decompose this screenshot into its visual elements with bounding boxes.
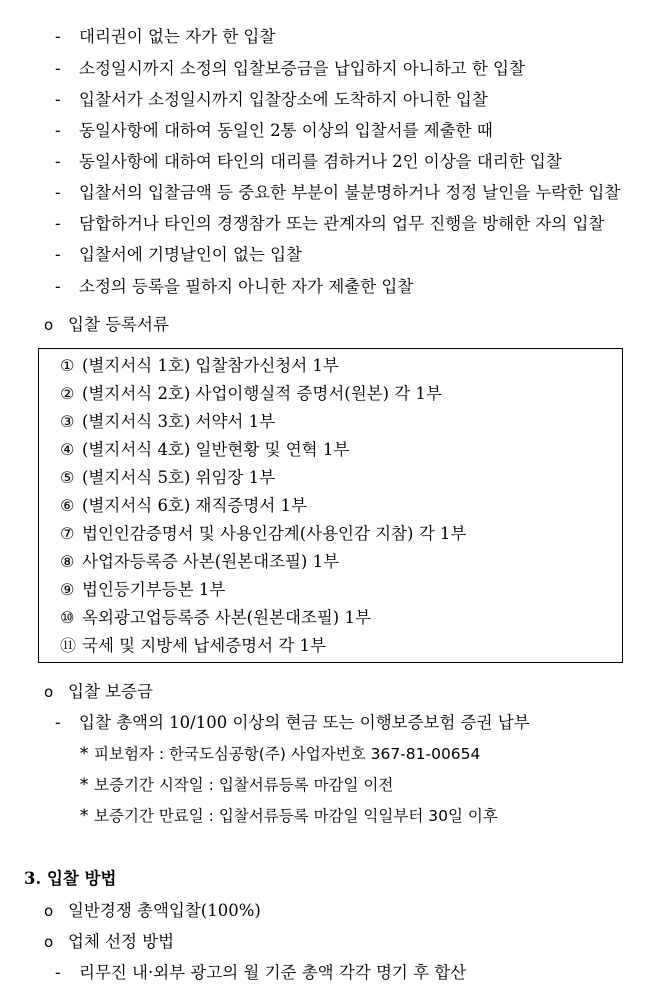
dash-marker: - [55, 183, 61, 202]
doc-item [60, 580, 225, 600]
doc-text: (별지서식 5호) 위임장 1부 [82, 468, 276, 487]
doc-number: ⑥ [60, 496, 75, 515]
doc-number: ⑨ [60, 580, 75, 599]
dash-marker: - [55, 90, 61, 109]
list-item-text: 소정의 등록을 필하지 아니한 자가 제출한 입찰 [79, 277, 414, 296]
circle-bullet-icon: o [44, 933, 54, 951]
doc-text: 국세 및 지방세 납세증명서 각 1부 [82, 636, 326, 655]
doc-item [60, 440, 349, 460]
deposit-main-text: 입찰 총액의 10/100 이상의 현금 또는 이행보증보험 증권 납부 [79, 713, 530, 732]
section-heading: 3. 입찰 방법 [24, 869, 117, 888]
doc-text: (별지서식 3호) 서약서 1부 [82, 412, 276, 431]
heading-text: 입찰 보증금 [68, 682, 153, 701]
heading-text: 입찰 등록서류 [68, 315, 169, 334]
dash-marker: - [55, 245, 61, 264]
dash-marker: - [55, 121, 61, 140]
dash-marker: - [55, 152, 61, 171]
circle-bullet-icon: o [44, 902, 54, 920]
dash-marker: - [55, 963, 61, 982]
method-sub-text: 리무진 내·외부 광고의 월 기준 총액 각각 명기 후 합산 [79, 963, 467, 982]
method-text: 업체 선정 방법 [68, 932, 175, 951]
list-item-text: 입찰서가 소정일시까지 입찰장소에 도착하지 아니한 입찰 [79, 90, 488, 109]
doc-text: (별지서식 6호) 재직증명서 1부 [82, 496, 307, 515]
dash-marker: - [55, 214, 61, 233]
doc-text: 법인인감증명서 및 사용인감계(사용인감 지참) 각 1부 [82, 524, 467, 543]
doc-number: ⑩ [60, 608, 75, 627]
doc-text: 법인등기부등본 1부 [82, 580, 226, 599]
doc-item [60, 524, 466, 544]
dash-marker: - [55, 27, 61, 46]
star-marker: * [80, 744, 89, 763]
doc-number: ⑪ [60, 636, 77, 655]
doc-text: (별지서식 1호) 입찰참가신청서 1부 [82, 356, 339, 375]
doc-item [60, 496, 307, 516]
doc-number: ⑦ [60, 524, 75, 543]
dash-marker: - [55, 277, 61, 296]
doc-item [60, 384, 442, 404]
dash-marker: - [55, 713, 61, 732]
doc-number: ③ [60, 412, 75, 431]
doc-number: ④ [60, 440, 75, 459]
doc-item [60, 412, 275, 432]
list-item-text: 동일사항에 대하여 동일인 2통 이상의 입찰서를 제출한 때 [79, 121, 493, 140]
star-marker: * [80, 775, 89, 794]
doc-number: ② [60, 384, 75, 403]
doc-item [60, 356, 339, 376]
circle-bullet-icon: o [44, 683, 54, 701]
list-item-text: 입찰서에 기명날인이 없는 입찰 [79, 245, 302, 264]
doc-number: ① [60, 356, 75, 375]
method-text: 일반경쟁 총액입찰(100%) [68, 901, 261, 920]
doc-text: 옥외광고업등록증 사본(원본대조필) 1부 [82, 608, 371, 627]
doc-number: ⑧ [60, 552, 75, 571]
list-item-text: 소정일시까지 소정의 입찰보증금을 납입하지 아니하고 한 입찰 [79, 59, 525, 78]
doc-item [60, 468, 275, 488]
doc-text: (별지서식 4호) 일반현황 및 연혁 1부 [82, 440, 350, 459]
doc-number: ⑤ [60, 468, 75, 487]
list-item-text: 대리권이 없는 자가 한 입찰 [79, 27, 276, 46]
deposit-note-text: 보증기간 시작일 : 입찰서류등록 마감일 이전 [94, 776, 394, 794]
doc-item [60, 608, 371, 628]
deposit-note-text: 피보험자 : 한국도심공항(주) 사업자번호 367-81-00654 [94, 745, 481, 763]
deposit-note-text: 보증기간 만료일 : 입찰서류등록 마감일 익일부터 30일 이후 [94, 807, 498, 825]
dash-marker: - [55, 59, 61, 78]
registration-docs-box [38, 348, 623, 663]
star-marker: * [80, 806, 89, 825]
list-item-text: 입찰서의 입찰금액 등 중요한 부분이 불분명하거나 정정 날인을 누락한 입찰 [79, 183, 621, 202]
doc-item [60, 552, 339, 572]
list-item-text: 동일사항에 대하여 타인의 대리를 겸하거나 2인 이상을 대리한 입찰 [79, 152, 562, 171]
doc-item [60, 636, 326, 656]
doc-text: 사업자등록증 사본(원본대조필) 1부 [82, 552, 340, 571]
doc-text: (별지서식 2호) 사업이행실적 증명서(원본) 각 1부 [82, 384, 442, 403]
list-item-text: 담합하거나 타인의 경쟁참가 또는 관계자의 업무 진행을 방해한 자의 입찰 [79, 214, 605, 233]
circle-bullet-icon: o [44, 316, 54, 334]
